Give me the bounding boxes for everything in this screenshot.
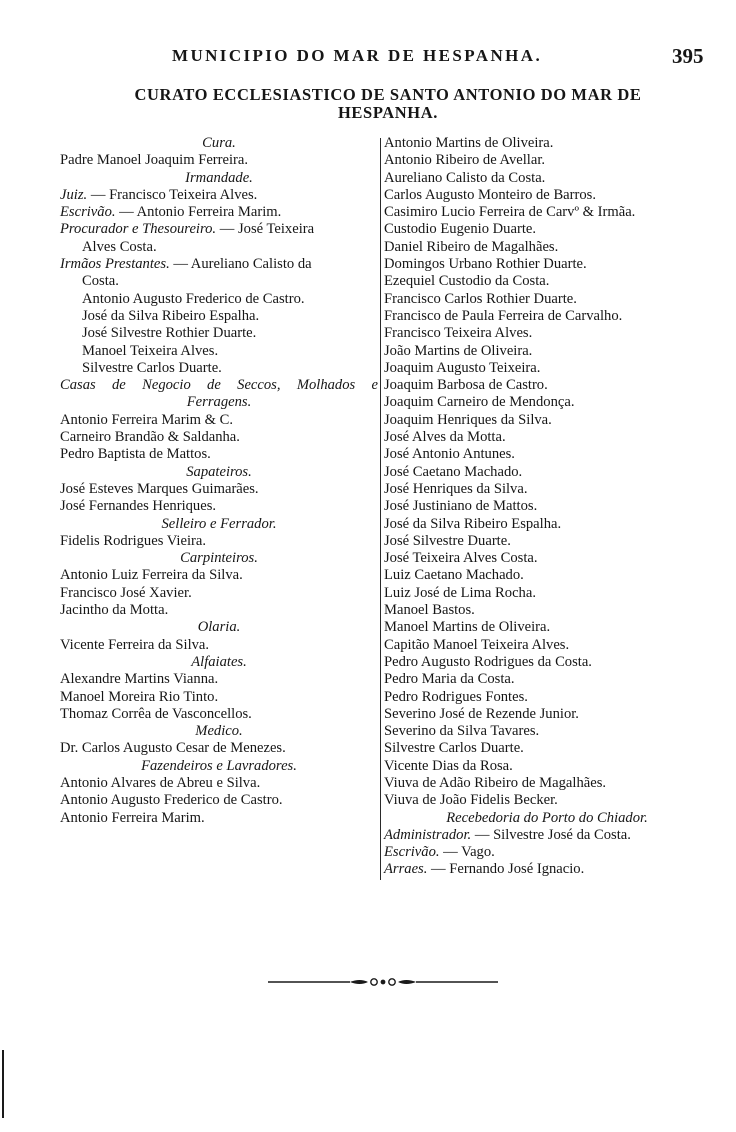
list-item: Francisco José Xavier. bbox=[60, 584, 192, 601]
arraes-entry bbox=[384, 861, 710, 878]
list-item: Vicente Ferreira da Silva. bbox=[60, 636, 210, 653]
list-item: Capitão Manoel Teixeira Alves. bbox=[384, 636, 570, 653]
sapateiros-heading: Sapateiros. bbox=[186, 463, 252, 480]
list-item: Fidelis Rodrigues Vieira. bbox=[60, 532, 206, 549]
list-item: Thomaz Corrêa de Vasconcellos. bbox=[60, 705, 252, 722]
role-holder: — José Teixeira bbox=[216, 221, 315, 238]
list-item: Manoel Moreira Rio Tinto. bbox=[60, 688, 219, 705]
list-item: Domingos Urbano Rothier Duarte. bbox=[384, 256, 587, 273]
fazendeiros-heading: Fazendeiros e Lavradores. bbox=[141, 757, 297, 774]
list-item: Joaquim Augusto Teixeira. bbox=[384, 359, 541, 376]
list-item: José Esteves Marques Guimarães. bbox=[60, 480, 259, 497]
list-item: Pedro Baptista de Mattos. bbox=[60, 446, 211, 463]
cura-heading: Cura. bbox=[202, 135, 236, 151]
list-item: José Teixeira Alves Costa. bbox=[384, 550, 538, 567]
escrivao-entry bbox=[60, 204, 378, 221]
list-item: Joaquim Carneiro de Mendonça. bbox=[384, 394, 575, 411]
list-item: José Antonio Antunes. bbox=[384, 446, 515, 463]
role-label: Irmãos Prestantes. bbox=[60, 256, 170, 273]
list-item: Francisco Carlos Rothier Duarte. bbox=[384, 290, 577, 307]
irmandade-heading: Irmandade. bbox=[185, 169, 253, 186]
list-item: Custodio Eugenio Duarte. bbox=[384, 221, 536, 238]
administrador-entry bbox=[384, 827, 710, 844]
list-item: Antonio Augusto Frederico de Castro. bbox=[60, 792, 283, 809]
escrivao-entry bbox=[384, 844, 710, 861]
role-label: Escrivão. bbox=[60, 204, 116, 221]
role-holder: — Silvestre José da Costa. bbox=[471, 826, 631, 843]
list-item: Jacintho da Motta. bbox=[60, 602, 169, 619]
casas-heading-cont: Ferragens. bbox=[186, 394, 252, 411]
role-holder: — Vago. bbox=[439, 844, 495, 861]
recebedoria-heading: Recebedoria do Porto do Chiador. bbox=[446, 809, 648, 826]
role-label: Arraes. bbox=[384, 861, 428, 878]
role-holder: — Fernando José Ignacio. bbox=[427, 861, 585, 878]
list-item: Carlos Augusto Monteiro de Barros. bbox=[384, 186, 596, 203]
list-item: Dr. Carlos Augusto Cesar de Menezes. bbox=[60, 740, 286, 757]
running-head bbox=[0, 44, 736, 76]
cura-name: Padre Manoel Joaquim Ferreira. bbox=[60, 152, 249, 169]
juiz-entry bbox=[60, 187, 378, 204]
role-holder: — Antonio Ferreira Marim. bbox=[115, 204, 282, 221]
list-item: Manoel Teixeira Alves. bbox=[82, 342, 219, 359]
list-item: José Caetano Machado. bbox=[384, 463, 523, 480]
page-number: 395 bbox=[672, 44, 704, 68]
medico-heading: Medico. bbox=[195, 723, 243, 740]
section-title-line: HESPANHA. bbox=[338, 103, 438, 122]
role-holder: — Aureliano Calisto da bbox=[173, 256, 312, 273]
list-item: José Alves da Motta. bbox=[384, 429, 506, 446]
list-item: Joaquim Barbosa de Castro. bbox=[384, 377, 548, 394]
right-column bbox=[384, 135, 710, 879]
left-column bbox=[60, 135, 378, 827]
list-item: José da Silva Ribeiro Espalha. bbox=[82, 307, 260, 324]
procurador-continuation: Alves Costa. bbox=[82, 238, 157, 255]
list-item: Joaquim Henriques da Silva. bbox=[384, 411, 552, 428]
section-title bbox=[90, 86, 686, 122]
list-item: Antonio Ferreira Marim & C. bbox=[60, 411, 234, 428]
role-holder: — Francisco Teixeira Alves. bbox=[87, 186, 258, 203]
prestantes-entry bbox=[60, 256, 378, 273]
list-item: Antonio Ferreira Marim. bbox=[60, 809, 205, 826]
list-item: Vicente Dias da Rosa. bbox=[384, 757, 513, 774]
list-item: Pedro Maria da Costa. bbox=[384, 671, 515, 688]
carpinteiros-heading: Carpinteiros. bbox=[180, 550, 258, 567]
alfaiates-heading: Alfaiates. bbox=[191, 653, 247, 670]
role-label: Escrivão. bbox=[384, 844, 440, 861]
list-item: Silvestre Carlos Duarte. bbox=[82, 359, 222, 376]
list-item: José Silvestre Duarte. bbox=[384, 532, 511, 549]
list-item: Severino da Silva Tavares. bbox=[384, 723, 540, 740]
list-item: Carneiro Brandão & Saldanha. bbox=[60, 429, 240, 446]
list-item: Alexandre Martins Vianna. bbox=[60, 671, 219, 688]
list-item: Antonio Luiz Ferreira da Silva. bbox=[60, 567, 243, 584]
list-item: Viuva de João Fidelis Becker. bbox=[384, 792, 558, 809]
list-item: Silvestre Carlos Duarte. bbox=[384, 740, 524, 757]
list-item: Francisco Teixeira Alves. bbox=[384, 325, 533, 342]
column-divider bbox=[380, 138, 381, 880]
list-item: Antonio Martins de Oliveira. bbox=[384, 135, 554, 151]
list-item: Pedro Rodrigues Fontes. bbox=[384, 688, 528, 705]
list-item: Francisco de Paula Ferreira de Carvalho. bbox=[384, 307, 623, 324]
section-title-line: CURATO ECCLESIASTICO DE SANTO ANTONIO DO MAR DE bbox=[134, 85, 642, 104]
list-item: Daniel Ribeiro de Magalhães. bbox=[384, 238, 559, 255]
selleiro-heading: Selleiro e Ferrador. bbox=[161, 515, 277, 532]
role-label: Administrador. bbox=[384, 826, 472, 843]
list-item: José da Silva Ribeiro Espalha. bbox=[384, 515, 562, 532]
procurador-entry bbox=[60, 221, 378, 238]
list-item: Severino José de Rezende Junior. bbox=[384, 705, 579, 722]
list-item: Luiz José de Lima Rocha. bbox=[384, 584, 536, 601]
ornament-rule bbox=[268, 975, 498, 989]
list-item: Ezequiel Custodio da Costa. bbox=[384, 273, 550, 290]
list-item: Aureliano Calisto da Costa. bbox=[384, 169, 546, 186]
olaria-heading: Olaria. bbox=[197, 619, 241, 636]
role-label: Procurador e Thesoureiro. bbox=[60, 221, 217, 238]
list-item: Manoel Bastos. bbox=[384, 602, 475, 619]
list-item: Antonio Alvares de Abreu e Silva. bbox=[60, 774, 261, 791]
list-item: José Fernandes Henriques. bbox=[60, 498, 217, 515]
margin-mark bbox=[2, 1050, 4, 1118]
list-item: Luiz Caetano Machado. bbox=[384, 567, 524, 584]
prestantes-continuation: Costa. bbox=[82, 273, 119, 290]
list-item: Casimiro Lucio Ferreira de Carvº & Irmãa. bbox=[384, 204, 636, 221]
list-item: Manoel Martins de Oliveira. bbox=[384, 619, 551, 636]
list-item: Viuva de Adão Ribeiro de Magalhães. bbox=[384, 774, 607, 791]
list-item: José Justiniano de Mattos. bbox=[384, 498, 538, 515]
running-title: MUNICIPIO DO MAR DE HESPANHA. bbox=[172, 46, 543, 65]
list-item: José Silvestre Rothier Duarte. bbox=[82, 325, 257, 342]
list-item: João Martins de Oliveira. bbox=[384, 342, 533, 359]
list-item: José Henriques da Silva. bbox=[384, 480, 528, 497]
list-item: Antonio Augusto Frederico de Castro. bbox=[82, 290, 305, 307]
role-label: Juiz. bbox=[60, 186, 88, 203]
list-item: Antonio Ribeiro de Avellar. bbox=[384, 152, 546, 169]
list-item: Pedro Augusto Rodrigues da Costa. bbox=[384, 653, 592, 670]
casas-heading: Casas de Negocio de Seccos, Molhados e bbox=[60, 377, 378, 394]
